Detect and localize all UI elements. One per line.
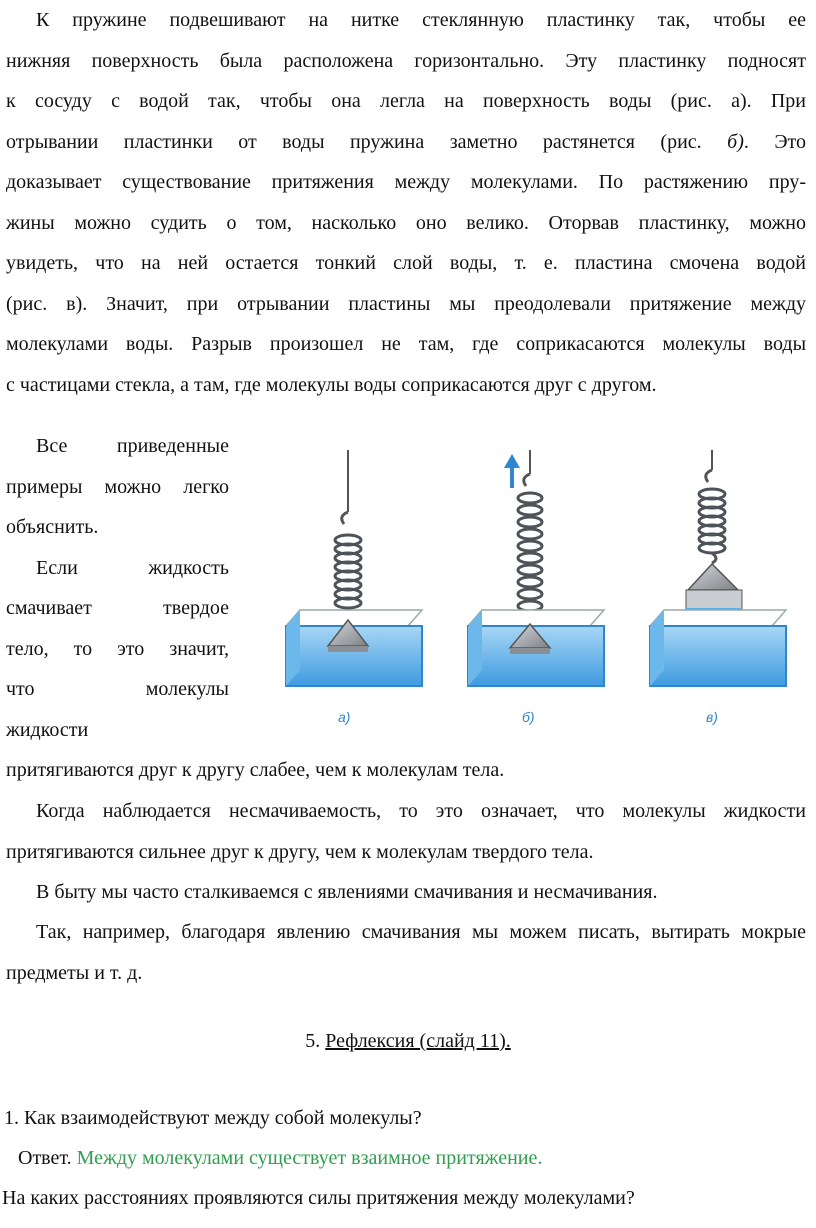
paragraph-nonwetting bbox=[6, 791, 806, 872]
text-line: с частицами стекла, а там, где молекулы воды соприкасаются друг с другом. bbox=[6, 373, 657, 396]
text-line: нижняя поверхность была расположена горизонтально. Эту пластинку подносят bbox=[6, 49, 806, 72]
text-span: отрывании пластинки от воды пружина заметно растянется (рис. bbox=[6, 130, 702, 153]
text-line: доказывает существование притяжения между молекулами. По растяжению пру- bbox=[6, 171, 806, 193]
spring-b bbox=[518, 493, 542, 611]
answer-1 bbox=[18, 1147, 542, 1170]
text-column bbox=[6, 426, 229, 750]
paragraph-continuation: притягиваются друг к другу слабее, чем к молекулам тела. bbox=[6, 759, 505, 781]
paragraph-intro bbox=[6, 0, 806, 405]
label-c: в) bbox=[706, 709, 718, 725]
text-line: к сосуду с водой так, чтобы она легла на поверхность воды (рис. а). При bbox=[6, 90, 806, 112]
question-1: 1. Как взаимодействуют между собой молекулы? bbox=[4, 1107, 422, 1129]
text-line: объяснить. bbox=[6, 516, 99, 538]
label-a: а) bbox=[338, 709, 351, 725]
setup-b bbox=[468, 450, 604, 725]
paragraph-example bbox=[6, 912, 806, 993]
setup-a bbox=[286, 450, 422, 725]
section-number: 5. bbox=[305, 1030, 321, 1052]
text-line: смачивает твердое bbox=[6, 597, 229, 619]
text-line: тело, то это значит, bbox=[6, 637, 229, 660]
question-2: На каких расстояниях проявляются силы притяжения между молекулами? bbox=[2, 1187, 635, 1209]
section-title bbox=[0, 1030, 816, 1053]
paragraph-everyday bbox=[6, 872, 806, 913]
text-line: молекулами воды. Разрыв произошел не там, где соприкасаются молекулы воды bbox=[6, 333, 806, 355]
text-line: жидкости bbox=[6, 718, 89, 741]
answer-text: Между молекулами существует взаимное притяжение. bbox=[76, 1147, 543, 1169]
text-line bbox=[6, 426, 229, 467]
setup-c bbox=[650, 450, 786, 725]
text-line: жины можно судить о том, насколько оно велико. Оторвав пластинку, можно bbox=[6, 211, 806, 234]
text-span: В быту мы часто сталкиваемся с явлениями смачивания и несмачивания. bbox=[36, 881, 658, 903]
text-span: . Это bbox=[743, 130, 807, 153]
text-line: (рис. в). Значит, при отрывании пластины мы преодолевали притяжение между bbox=[6, 292, 806, 315]
up-arrow-icon bbox=[504, 454, 520, 488]
text-line bbox=[6, 122, 806, 163]
text-span: Все приведенные bbox=[36, 435, 229, 457]
italic-ref: б) bbox=[727, 130, 744, 153]
text-span: Когда наблюдается несмачиваемость, то это означает, что молекулы жидкости притягиваются сильнее друг к другу, чем к молекулам твердого тела. bbox=[6, 800, 806, 863]
spring-a bbox=[335, 535, 361, 608]
answer-label: Ответ. bbox=[18, 1147, 72, 1169]
text-span: Если жидкость bbox=[36, 556, 229, 579]
text-span: Так, например, благодаря явлению смачивания мы можем писать, вытирать мокрые предметы и т. д. bbox=[6, 921, 806, 984]
text-line: К пружине подвешивают на нитке стеклянную пластинку так, чтобы ее bbox=[36, 9, 806, 31]
label-b: б) bbox=[522, 709, 535, 725]
text-line: увидеть, что на ней остается тонкий слой воды, т. е. пластина смочена водой bbox=[6, 252, 806, 274]
text-line bbox=[6, 548, 229, 589]
section-heading: Рефлексия (слайд 11). bbox=[325, 1030, 511, 1052]
text-line: что молекулы bbox=[6, 678, 229, 700]
spring-c bbox=[699, 489, 725, 553]
text-line: примеры можно легко bbox=[6, 475, 229, 498]
spring-plate-figure bbox=[282, 440, 792, 730]
